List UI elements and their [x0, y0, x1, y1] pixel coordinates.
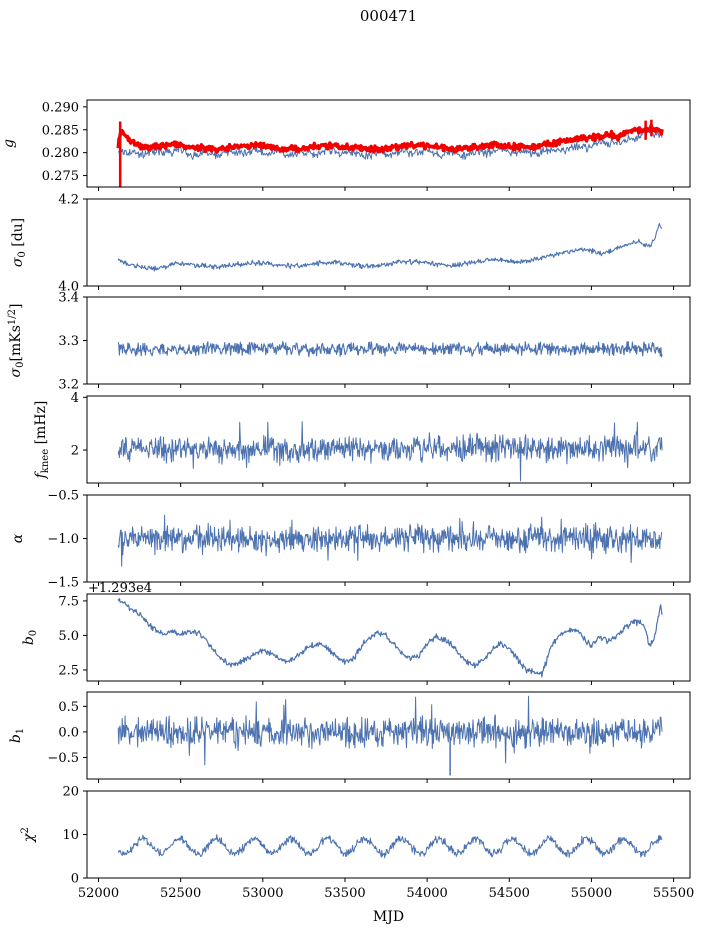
panel-frame-sigma0-mK [87, 297, 690, 384]
axis-offset-text: +1.293e4 [88, 581, 153, 596]
figure-title: 000471 [359, 7, 418, 25]
y-tick-label: 0 [70, 871, 79, 887]
y-tick-label: −1.5 [47, 575, 79, 591]
y-tick-label: 2 [70, 443, 79, 459]
x-axis-label: MJD [372, 909, 405, 925]
x-tick-label: 55000 [570, 886, 613, 901]
y-tick-label: 2.5 [58, 663, 79, 679]
chi2-line [118, 835, 662, 858]
x-tick-label: 53000 [242, 886, 284, 901]
alpha-line [118, 515, 662, 566]
y-axis-label-chi2: $\chi^2$ [20, 827, 37, 842]
f-knee-line [118, 422, 662, 481]
y-axis-label-sigma0-du: $\sigma_0$ [du] [10, 217, 28, 268]
y-tick-label: 4.0 [58, 279, 79, 295]
y-tick-label: 5.0 [58, 628, 79, 644]
sigma0-mK-line [118, 342, 662, 357]
b0-line [118, 599, 662, 677]
y-tick-label: 10 [62, 828, 79, 843]
x-tick-label: 54000 [406, 886, 448, 901]
y-axis-label-sigma0-mK: $\sigma_0[mKs^{1/2}]$ [7, 303, 26, 378]
y-tick-label: 4 [70, 390, 79, 406]
y-tick-label: −1.0 [47, 532, 79, 547]
x-tick-label: 52500 [159, 886, 202, 901]
y-tick-label: 0.280 [41, 146, 79, 162]
y-tick-label: −0.5 [47, 751, 79, 767]
y-tick-label: −0.5 [47, 488, 79, 504]
y-tick-label: 3.2 [58, 377, 79, 393]
y-tick-label: 7.5 [58, 594, 79, 610]
g-raw-line [118, 129, 662, 159]
panel-frame-chi2 [87, 791, 690, 878]
y-axis-label-b0: $b_0$ [21, 629, 39, 646]
y-axis-label-f-knee: $f_{knee}$ [mHz] [33, 400, 51, 479]
x-tick-label: 53500 [324, 886, 366, 901]
y-axis-label-g: g [1, 139, 17, 148]
y-tick-label: 3.3 [58, 334, 79, 349]
y-tick-label: 0.290 [41, 100, 79, 116]
panel-frame-f-knee [87, 396, 690, 483]
y-tick-label: 0.5 [58, 699, 79, 715]
x-tick-label: 54500 [488, 886, 530, 901]
panel-frame-sigma0-du [87, 199, 690, 286]
y-axis-label-alpha: α [10, 533, 26, 544]
y-tick-label: 0.275 [41, 169, 79, 185]
y-tick-label: 20 [62, 784, 79, 800]
y-tick-label: 4.2 [58, 192, 79, 208]
b1-line [118, 696, 662, 765]
x-tick-label: 52000 [77, 886, 120, 901]
x-tick-label: 55500 [652, 886, 695, 901]
y-tick-label: 3.4 [58, 290, 79, 306]
sigma0-du-line [118, 224, 662, 271]
y-tick-label: 0.0 [58, 725, 79, 741]
y-tick-label: 0.285 [41, 123, 79, 139]
y-axis-label-b1: $b_1$ [8, 727, 26, 744]
